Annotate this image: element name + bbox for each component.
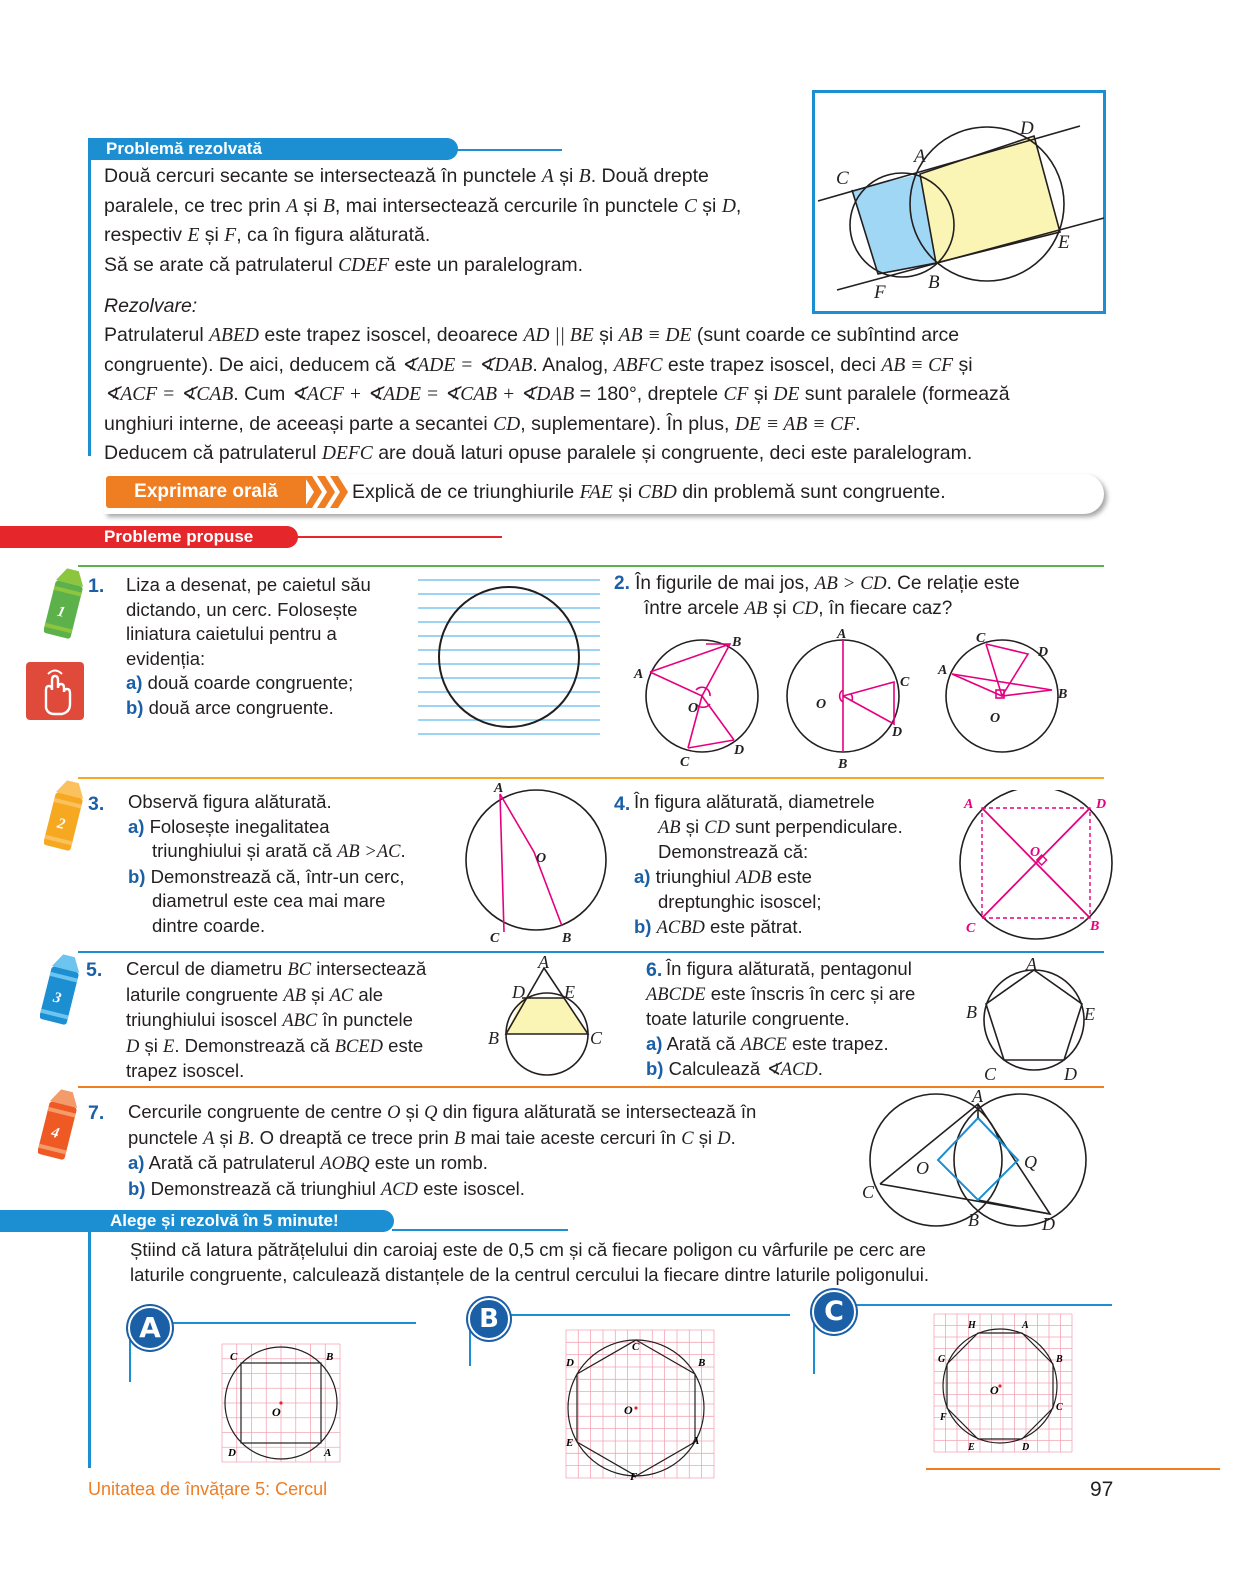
svg-text:A: A (972, 1088, 983, 1106)
svg-text:E: E (968, 1442, 975, 1453)
grid-figure-b (562, 1326, 718, 1482)
svg-text:D: D (1096, 797, 1107, 812)
svg-text:D: D (1042, 1214, 1055, 1234)
oral-label-text: Exprimare orală (134, 481, 278, 502)
svg-text:A: A (692, 1435, 700, 1447)
svg-text:D: D (1038, 645, 1049, 660)
text-line: Explică de ce triunghiurile FAE și CBD din problemă sunt congruente. (352, 481, 946, 503)
level-2-line (78, 777, 1104, 779)
text-line: paralele, ce trec prin A și B, mai intersectează cercurile în punctele C și D, (104, 194, 742, 217)
text-line: între arcele AB și CD, în fiecare caz? (644, 597, 953, 619)
svg-text:C: C (680, 755, 690, 770)
svg-text:F: F (630, 1471, 638, 1482)
svg-text:E: E (564, 982, 575, 1002)
p3-text (128, 790, 468, 938)
svg-text:A: A (938, 663, 948, 678)
level-3-line (78, 951, 1104, 953)
proposed-header-text: Probleme propuse (104, 527, 254, 546)
resolution-title: Rezolvare: (104, 295, 198, 317)
svg-text:1: 1 (55, 603, 67, 621)
svg-text:B: B (732, 635, 742, 650)
svg-text:O: O (624, 1403, 633, 1417)
p5-text (126, 957, 486, 1084)
text-line: ABCDE este înscris în cerc și are (646, 982, 916, 1005)
svg-text:C: C (590, 1028, 603, 1048)
svg-text:O: O (916, 1158, 929, 1178)
svg-text:C: C (490, 931, 500, 946)
proposed-header-line (296, 536, 502, 538)
text-line: dreptunghic isoscel; (658, 891, 822, 912)
text-line: Liza a desenat, pe caietul său (126, 574, 371, 595)
five-min-text (130, 1238, 1090, 1287)
svg-text:F: F (940, 1412, 947, 1423)
svg-text:C: C (900, 675, 910, 690)
p3-figure (456, 780, 616, 946)
p1-number: 1. (88, 575, 105, 597)
svg-text:B: B (838, 757, 848, 772)
svg-text:O: O (816, 697, 827, 712)
p4-text (634, 790, 954, 940)
resolution-text (104, 321, 1104, 469)
solved-header-text: Problemă rezolvată (106, 139, 262, 158)
p5-figure (484, 954, 610, 1080)
text-line: trapez isoscel. (126, 1060, 245, 1081)
level-2-crayon-icon (44, 777, 86, 859)
text-line: triunghiului și arată că AB >AC. (152, 840, 406, 862)
badge-b-text: B (479, 1304, 499, 1334)
svg-text:4: 4 (49, 1124, 61, 1142)
text-line: În figura alăturată, pentagonul (666, 958, 912, 979)
svg-text:B: B (562, 931, 572, 946)
text-line: Două cercuri secante se intersectează în punctele A și B. Două drepte (104, 165, 709, 187)
fig-label-f: F (874, 282, 886, 303)
svg-text:C: C (862, 1182, 875, 1202)
svg-text:D: D (892, 725, 903, 740)
solved-header-line (456, 149, 562, 151)
fig-label-c: C (836, 168, 849, 189)
grid-figure-a (218, 1340, 344, 1466)
fig-label-e: E (1058, 232, 1070, 253)
footer-line (926, 1468, 1220, 1470)
text-line: În figurile de mai jos, AB > CD. Ce relație este (629, 573, 1020, 594)
badge-c-line (836, 1304, 1112, 1306)
svg-text:O: O (990, 1383, 999, 1397)
p7-text (128, 1100, 848, 1202)
text-line: respectiv E și F, ca în figura alăturată. (104, 224, 431, 246)
solved-left-bar (88, 138, 91, 456)
p2-figures (630, 624, 1090, 774)
level-3-crayon-icon (40, 951, 82, 1033)
text-line: dintre coarde. (152, 914, 266, 936)
text-line: b) două arce congruente. (126, 696, 334, 718)
p6-text (646, 957, 976, 1083)
p6-number: 6. (646, 959, 663, 981)
grid-figure-c (930, 1310, 1076, 1456)
text-line: Știind că latura pătrățelului din caroiaj este de 0,5 cm și că fiecare poligon cu vârfurile pe cerc are (130, 1239, 926, 1260)
text-line: b) Demonstrează că triunghiul ACD este isoscel. (128, 1177, 525, 1200)
badge-b-line (488, 1314, 790, 1316)
p2-number: 2. (614, 573, 630, 594)
text-line: Să se arate că patrulaterul CDEF este un paralelogram. (104, 253, 584, 276)
svg-text:D: D (512, 982, 525, 1002)
oral-chevrons-icon (304, 476, 348, 508)
p1-text (126, 573, 416, 720)
solved-header (88, 138, 458, 160)
solved-statement (104, 162, 804, 280)
text-line: În figura alăturată, diametrele (634, 791, 875, 812)
svg-text:E: E (1084, 1004, 1095, 1024)
oral-text (352, 478, 946, 508)
five-min-header-text: Alege și rezolvă în 5 minute! (110, 1211, 339, 1230)
svg-text:B: B (1090, 919, 1100, 934)
svg-text:A: A (634, 667, 644, 682)
p7-number: 7. (88, 1102, 105, 1124)
text-line: a) două coarde congruente; (126, 672, 354, 693)
badge-a-line (150, 1322, 416, 1324)
text-line: b) Calculează ∢ACD. (646, 1058, 823, 1080)
text-line: punctele A și B. O dreaptă ce trece prin B mai taie aceste cercuri în C și D. (128, 1126, 736, 1149)
svg-text:H: H (968, 1320, 976, 1331)
svg-text:O: O (536, 851, 547, 866)
badge-a-text: A (139, 1311, 161, 1344)
text-line: Cercurile congruente de centre O și Q din figura alăturată se intersectează în (128, 1101, 757, 1123)
text-line: liniatura caietului pentru a (126, 623, 337, 644)
text-line: Demonstrează că: (658, 841, 809, 862)
oral-label (106, 476, 306, 508)
svg-text:D: D (1022, 1442, 1030, 1453)
text-line: D și E. Demonstrează că BCED este (126, 1034, 424, 1057)
svg-text:O: O (688, 701, 699, 716)
badge-c-text: C (824, 1296, 844, 1327)
svg-text:B: B (968, 1210, 979, 1230)
svg-text:B: B (698, 1357, 706, 1369)
text-line: Cercul de diametru BC intersectează (126, 958, 427, 980)
svg-text:2: 2 (55, 815, 67, 833)
svg-text:B: B (1056, 1354, 1063, 1365)
svg-text:3: 3 (51, 989, 63, 1007)
svg-text:G: G (938, 1354, 946, 1365)
page-number: 97 (1090, 1478, 1114, 1501)
p6-figure (962, 956, 1102, 1086)
svg-text:A: A (1026, 956, 1037, 974)
p5-number: 5. (86, 959, 103, 981)
level-4-crayon-icon (38, 1086, 80, 1168)
hands-on-icon (26, 662, 84, 720)
text-line: AB și CD sunt perpendiculare. (658, 815, 903, 838)
text-line: toate laturile congruente. (646, 1008, 850, 1029)
text-line: a) triunghiul ADB este (634, 865, 812, 888)
svg-text:C: C (966, 921, 976, 936)
text-line: unghiuri interne, de aceeași parte a secantei CD, suplementare). În plus, DE ≡ AB ≡ CF. (104, 412, 861, 435)
svg-text:C: C (632, 1341, 640, 1353)
svg-text:C: C (230, 1351, 238, 1363)
five-min-header (0, 1210, 394, 1232)
text-line: dictando, un cerc. Folosește (126, 598, 358, 620)
text-line: triunghiului isoscel ABC în punctele (126, 1009, 413, 1031)
svg-text:D: D (1064, 1064, 1077, 1084)
svg-text:A: A (837, 627, 847, 642)
svg-text:O: O (1030, 845, 1041, 860)
badge-b (468, 1298, 510, 1340)
svg-text:C: C (1056, 1402, 1063, 1413)
badge-a (128, 1306, 172, 1350)
text-line: laturile congruente, calculează distanțele de la centrul cercului la fiecare dintre laturile poligonului. (130, 1263, 930, 1285)
text-line: a) Arată că ABCE este trapez. (646, 1032, 889, 1055)
fig-label-a: A (914, 146, 926, 167)
proposed-header (0, 526, 298, 548)
p4-figure (954, 790, 1116, 940)
solved-figure (812, 90, 1106, 314)
svg-text:A: A (324, 1447, 332, 1459)
p1-lined-circle (416, 576, 602, 742)
text-line: Observă figura alăturată. (128, 791, 332, 812)
badge-b-vline (469, 1326, 471, 1366)
level-1-crayon-icon (44, 565, 86, 647)
svg-text:A: A (538, 954, 549, 972)
svg-text:A: A (964, 797, 974, 812)
p7-figure (856, 1088, 1096, 1234)
text-line: laturile congruente AB și AC ale (126, 983, 384, 1006)
text-line: b) Demonstrează că, într-un cerc, (128, 865, 405, 887)
svg-text:B: B (488, 1028, 499, 1048)
svg-text:C: C (984, 1064, 997, 1084)
fig-label-b: B (928, 272, 940, 293)
svg-text:E: E (566, 1437, 574, 1449)
text-line: ∢ACF = ∢CAB. Cum ∢ACF + ∢ADE = ∢CAB + ∢DAB = 180°, dreptele CF și DE sunt paralele (formează (104, 383, 1010, 405)
p4-number: 4. (614, 793, 631, 815)
badge-c (812, 1290, 856, 1334)
text-line: Deducem că patrulaterul DEFC are două laturi opuse paralele și congruente, deci este paralelogram. (104, 442, 973, 464)
p3-number: 3. (88, 793, 105, 815)
text-line: congruente). De aici, deducem că ∢ADE = ∢DAB. Analog, ABFC este trapez isoscel, deci AB ≡ CF și (104, 353, 973, 376)
svg-text:A: A (494, 781, 504, 796)
text-line: diametrul este cea mai mare (152, 890, 386, 911)
svg-text:C: C (976, 631, 986, 646)
svg-text:D: D (228, 1447, 236, 1459)
five-min-left-bar (88, 1232, 91, 1468)
text-line: evidenția: (126, 647, 206, 669)
text-line: a) Arată că patrulaterul AOBQ este un romb. (128, 1152, 488, 1174)
svg-text:O: O (272, 1405, 281, 1419)
svg-text:O: O (990, 711, 1001, 726)
text-line: b) ACBD este pătrat. (634, 915, 803, 938)
svg-text:B: B (1058, 687, 1068, 702)
svg-text:D: D (734, 743, 745, 758)
badge-c-vline (813, 1316, 815, 1374)
text-line: Patrulaterul ABED este trapez isoscel, deoarece AD || BE și AB ≡ DE (sunt coarde ce subîntind arce (104, 324, 960, 346)
p2-text (614, 572, 1094, 621)
badge-a-vline (129, 1336, 131, 1382)
svg-text:Q: Q (1024, 1152, 1037, 1172)
level-1-line (78, 565, 1104, 567)
fig-label-d: D (1020, 118, 1034, 139)
five-min-header-line (392, 1229, 568, 1231)
svg-text:B: B (326, 1351, 334, 1363)
svg-text:D: D (566, 1357, 574, 1369)
svg-text:B: B (966, 1002, 977, 1022)
svg-text:A: A (1022, 1320, 1029, 1331)
text-line: a) Folosește inegalitatea (128, 815, 330, 837)
footer-unit: Unitatea de învățare 5: Cercul (88, 1479, 328, 1499)
